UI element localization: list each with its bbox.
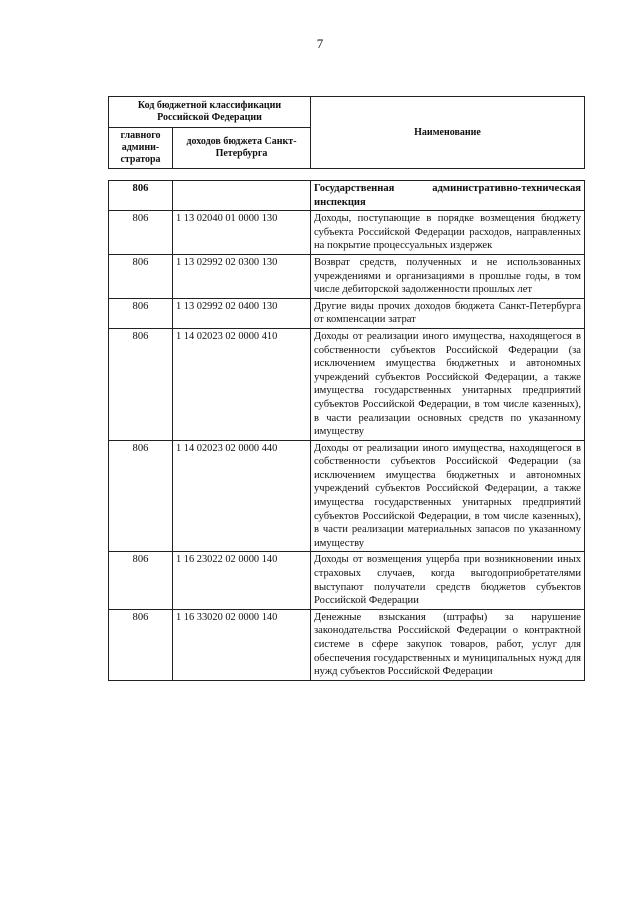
income-code-cell: 1 16 33020 02 0000 140 [173,609,311,680]
name-cell: Государственная административно-техническая инспекция [311,181,585,211]
header-admin: главного админи-стратора [109,128,173,169]
table-row [109,211,585,255]
admin-code-cell: 806 [109,609,173,680]
admin-code-cell: 806 [109,440,173,552]
admin-code-cell: 806 [109,328,173,440]
name-cell: Денежные взыскания (штрафы) за нарушение законодательства Российской Федерации о контрактной системе в сфере закупок товаров, работ, услуг для обеспечения государственных и муниципальных нужд для нужд субъектов Российской Федерации [311,609,585,680]
admin-code-cell: 806 [109,211,173,255]
header-income: доходов бюджета Санкт-Петербурга [173,128,311,169]
table-row [109,328,585,440]
table-row [109,609,585,680]
header-code-group: Код бюджетной классификации Российской Федерации [109,97,311,128]
income-code-cell: 1 14 02023 02 0000 410 [173,328,311,440]
table-row [109,440,585,552]
income-code-cell: 1 13 02040 01 0000 130 [173,211,311,255]
name-cell: Доходы от реализации иного имущества, находящегося в собственности субъектов Российской Федерации (за исключением имущества бюджетных и автономных учреждений субъектов Российской Федерации, а также имущества государственных унитарных предприятий субъектов Российской Федерации, в том числе казенных), в части реализации основных средств по указанному имуществу [311,328,585,440]
table-header [108,96,585,169]
name-cell: Доходы от возмещения ущерба при возникновении иных страховых случаев, когда выгодоприобретателями выступают получатели средств бюджетов субъектов Российской Федерации [311,552,585,609]
income-code-cell: 1 13 02992 02 0300 130 [173,254,311,298]
table-row [109,552,585,609]
income-code-cell: 1 13 02992 02 0400 130 [173,298,311,328]
name-cell: Другие виды прочих доходов бюджета Санкт-Петербурга от компенсации затрат [311,298,585,328]
name-cell: Возврат средств, полученных и не использованных учреждениями и организациями в прошлые годы, в том числе дебиторской задолженности прошлых лет [311,254,585,298]
income-codes-table [108,180,585,681]
income-code-cell: 1 16 23022 02 0000 140 [173,552,311,609]
admin-code-cell: 806 [109,298,173,328]
income-code-cell: 1 14 02023 02 0000 440 [173,440,311,552]
header-name: Наименование [311,97,585,169]
income-code-cell [173,181,311,211]
name-cell: Доходы, поступающие в порядке возмещения бюджету субъекта Российской Федерации расходов, направленных на покрытие процессуальных издержек [311,211,585,255]
admin-code-cell: 806 [109,254,173,298]
table-row [109,254,585,298]
admin-code-cell: 806 [109,552,173,609]
page-number: 7 [316,36,324,51]
table-row [109,298,585,328]
table-row [109,181,585,211]
admin-code-cell: 806 [109,181,173,211]
name-cell: Доходы от реализации иного имущества, находящегося в собственности субъектов Российской Федерации (за исключением имущества бюджетных и автономных учреждений субъектов Российской Федерации, а также имущества государственных унитарных предприятий субъектов Российской Федерации, в том числе казенных), в части реализации материальных запасов по указанному имуществу [311,440,585,552]
